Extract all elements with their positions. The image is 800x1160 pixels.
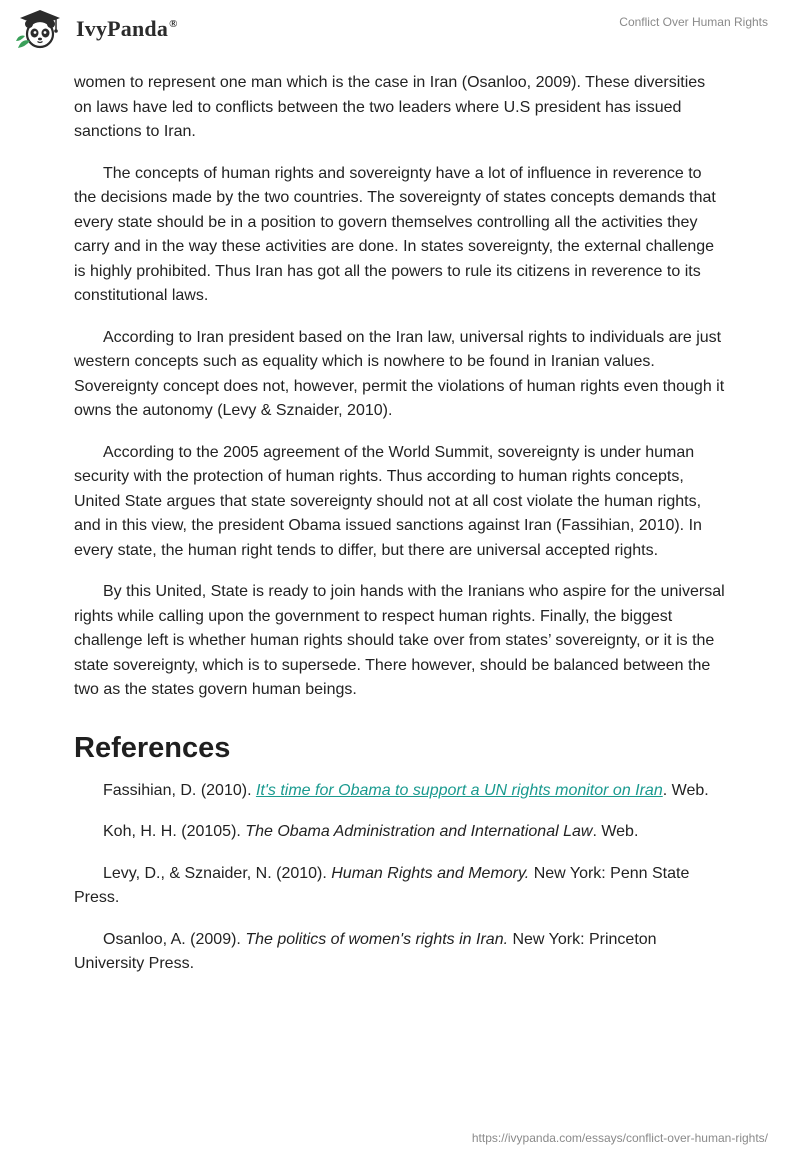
reference-item: Fassihian, D. (2010). It's time for Obama to support a UN rights monitor on Iran. Web.	[103, 781, 709, 799]
paragraph: women to represent one man which is the case in Iran (Osanloo, 2009). These diversities on laws have led to conflicts between the two leaders where U.S president has issued sanctions to Iran.	[74, 74, 706, 140]
document-title: Conflict Over Human Rights	[619, 15, 768, 29]
reference-item: Koh, H. H. (20105). The Obama Administration and International Law. Web.	[103, 823, 639, 840]
paragraph: The concepts of human rights and sovereignty have a lot of influence in reverence to the decisions made by the two countries. The sovereignty of states concepts demands that every state should be in a position to govern themselves controlling all the activities they carry and in the way these activities are done. In states sovereignty, the external challenge is highly prohibited. Thus Iran has got all the powers to rule its citizens in reverence to its constitutional laws.	[74, 164, 716, 304]
panda-graduate-icon	[14, 8, 70, 50]
footer-url[interactable]: https://ivypanda.com/essays/conflict-over-human-rights/	[471, 1131, 768, 1145]
paragraph: According to Iran president based on the Iran law, universal rights to individuals are just western concepts such as equality which is nowhere to be found in Iranian values. Sovereignty concept does not, however, permit the violations of human rights even though it owns the autonomy (Levy & Sznaider, 2010).	[74, 328, 725, 419]
brand-name: IvyPanda®	[76, 16, 178, 41]
paragraph: According to the 2005 agreement of the World Summit, sovereignty is under human security with the protection of human rights. Thus according to human rights concepts, United State argues that state sovereignty should not at all cost violate the human rights, and in this view, the president Obama issued sanctions against Iran (Fassihian, 2010). In every state, the human right tends to differ, but there are universal accepted rights.	[74, 443, 702, 559]
reference-item: Levy, D., & Sznaider, N. (2010). Human Rights and Memory. New York: Penn State Press.	[74, 864, 690, 906]
page-header	[0, 0, 800, 64]
ivypanda-logo[interactable]	[14, 8, 178, 50]
references-heading: References	[74, 731, 231, 764]
paragraph: By this United, State is ready to join hands with the Iranians who aspire for the universal rights while calling upon the government to respect human rights. Finally, the biggest challenge left is whether human rights should take over from states’ sovereignty, or it is the state sovereignty, which is to supersede. There however, should be balanced between the two as the states govern human beings.	[74, 583, 725, 698]
reference-item: Osanloo, A. (2009). The politics of women's rights in Iran. New York: Princeton University Press.	[74, 930, 657, 972]
reference-link[interactable]: It's time for Obama to support a UN rights monitor on Iran	[255, 781, 663, 799]
essay-content	[74, 71, 726, 994]
